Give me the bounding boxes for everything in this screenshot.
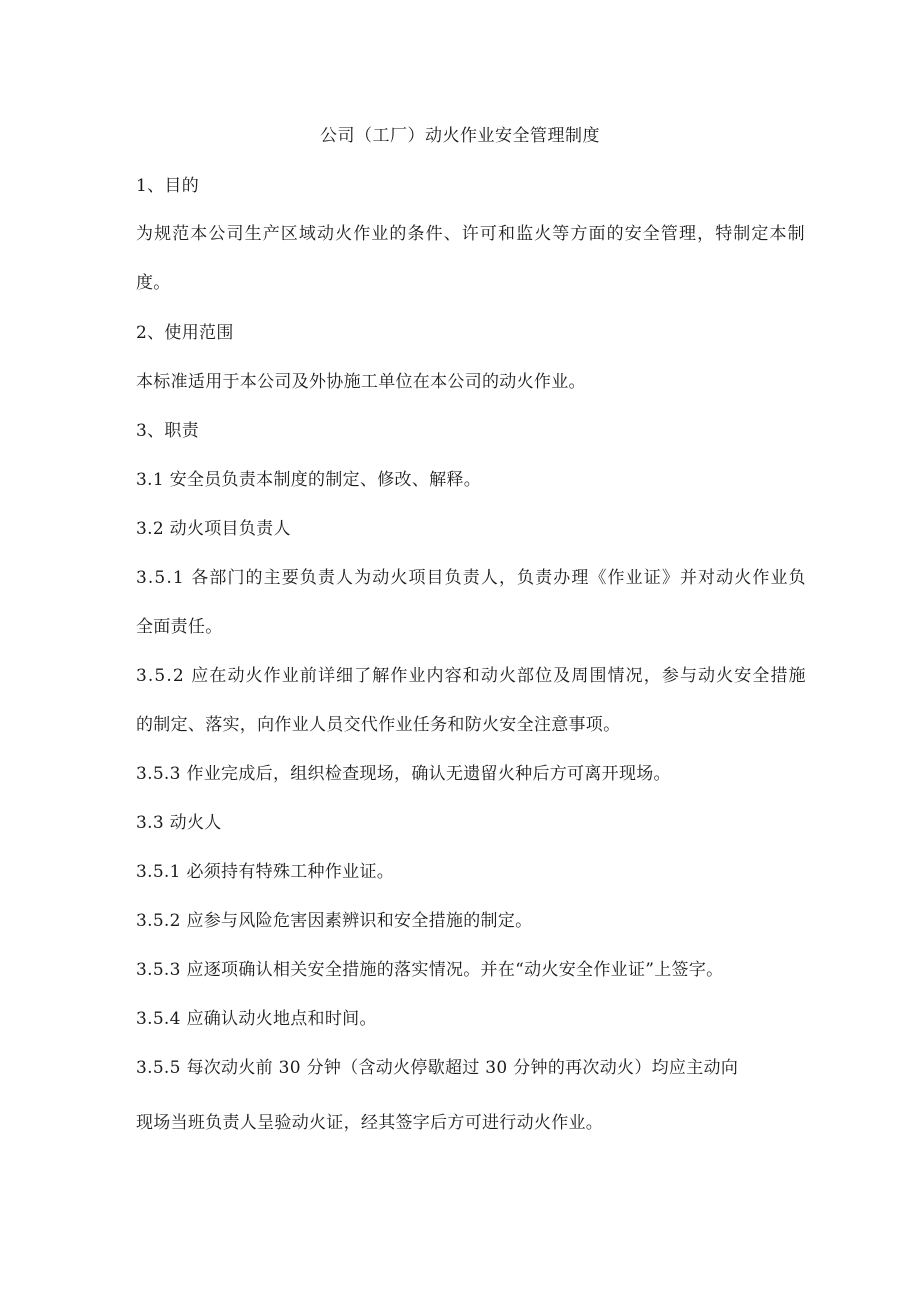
clause-line: 3.5.5 每次动火前 30 分钟（含动火停歇超过 30 分钟的再次动火）均应主动向 — [136, 1058, 739, 1078]
clause-line: 3.5.2 应参与风险危害因素辨识和安全措施的制定。 — [136, 911, 533, 931]
paragraph-line: 本标准适用于本公司及外协施工单位在本公司的动火作业。 — [136, 372, 586, 392]
section-heading-purpose: 1、目的 — [136, 176, 200, 196]
clause-line: 现场当班负责人呈验动火证，经其签字后方可进行动火作业。 — [136, 1113, 604, 1133]
clause-line: 3.1 安全员负责本制度的制定、修改、解释。 — [136, 470, 482, 490]
clause-line: 3.5.1 各部门的主要负责人为动火项目负责人，负责办理《作业证》并对动火作业负 — [136, 568, 807, 588]
paragraph-line: 为规范本公司生产区域动火作业的条件、许可和监火等方面的安全管理，特制定本制 — [136, 224, 806, 244]
clause-heading: 3.3 动火人 — [136, 813, 222, 833]
clause-line: 的制定、落实，向作业人员交代作业任务和防火安全注意事项。 — [136, 715, 621, 735]
clause-line: 全面责任。 — [136, 617, 223, 637]
clause-line: 3.5.2 应在动火作业前详细了解作业内容和动火部位及周围情况，参与动火安全措施 — [136, 666, 807, 686]
clause-line: 3.5.3 应逐项确认相关安全措施的落实情况。并在“动火安全作业证”上签字。 — [136, 960, 724, 980]
paragraph-line: 度。 — [136, 273, 171, 293]
document-title: 公司（工厂）动火作业安全管理制度 — [320, 126, 600, 146]
section-heading-scope: 2、使用范围 — [136, 323, 234, 343]
clause-heading: 3.2 动火项目负责人 — [136, 519, 291, 539]
section-heading-responsibilities: 3、职责 — [136, 421, 200, 441]
clause-line: 3.5.3 作业完成后，组织检查现场，确认无遗留火种后方可离开现场。 — [136, 764, 671, 784]
clause-line: 3.5.4 应确认动火地点和时间。 — [136, 1009, 377, 1029]
clause-line: 3.5.1 必须持有特殊工种作业证。 — [136, 862, 395, 882]
